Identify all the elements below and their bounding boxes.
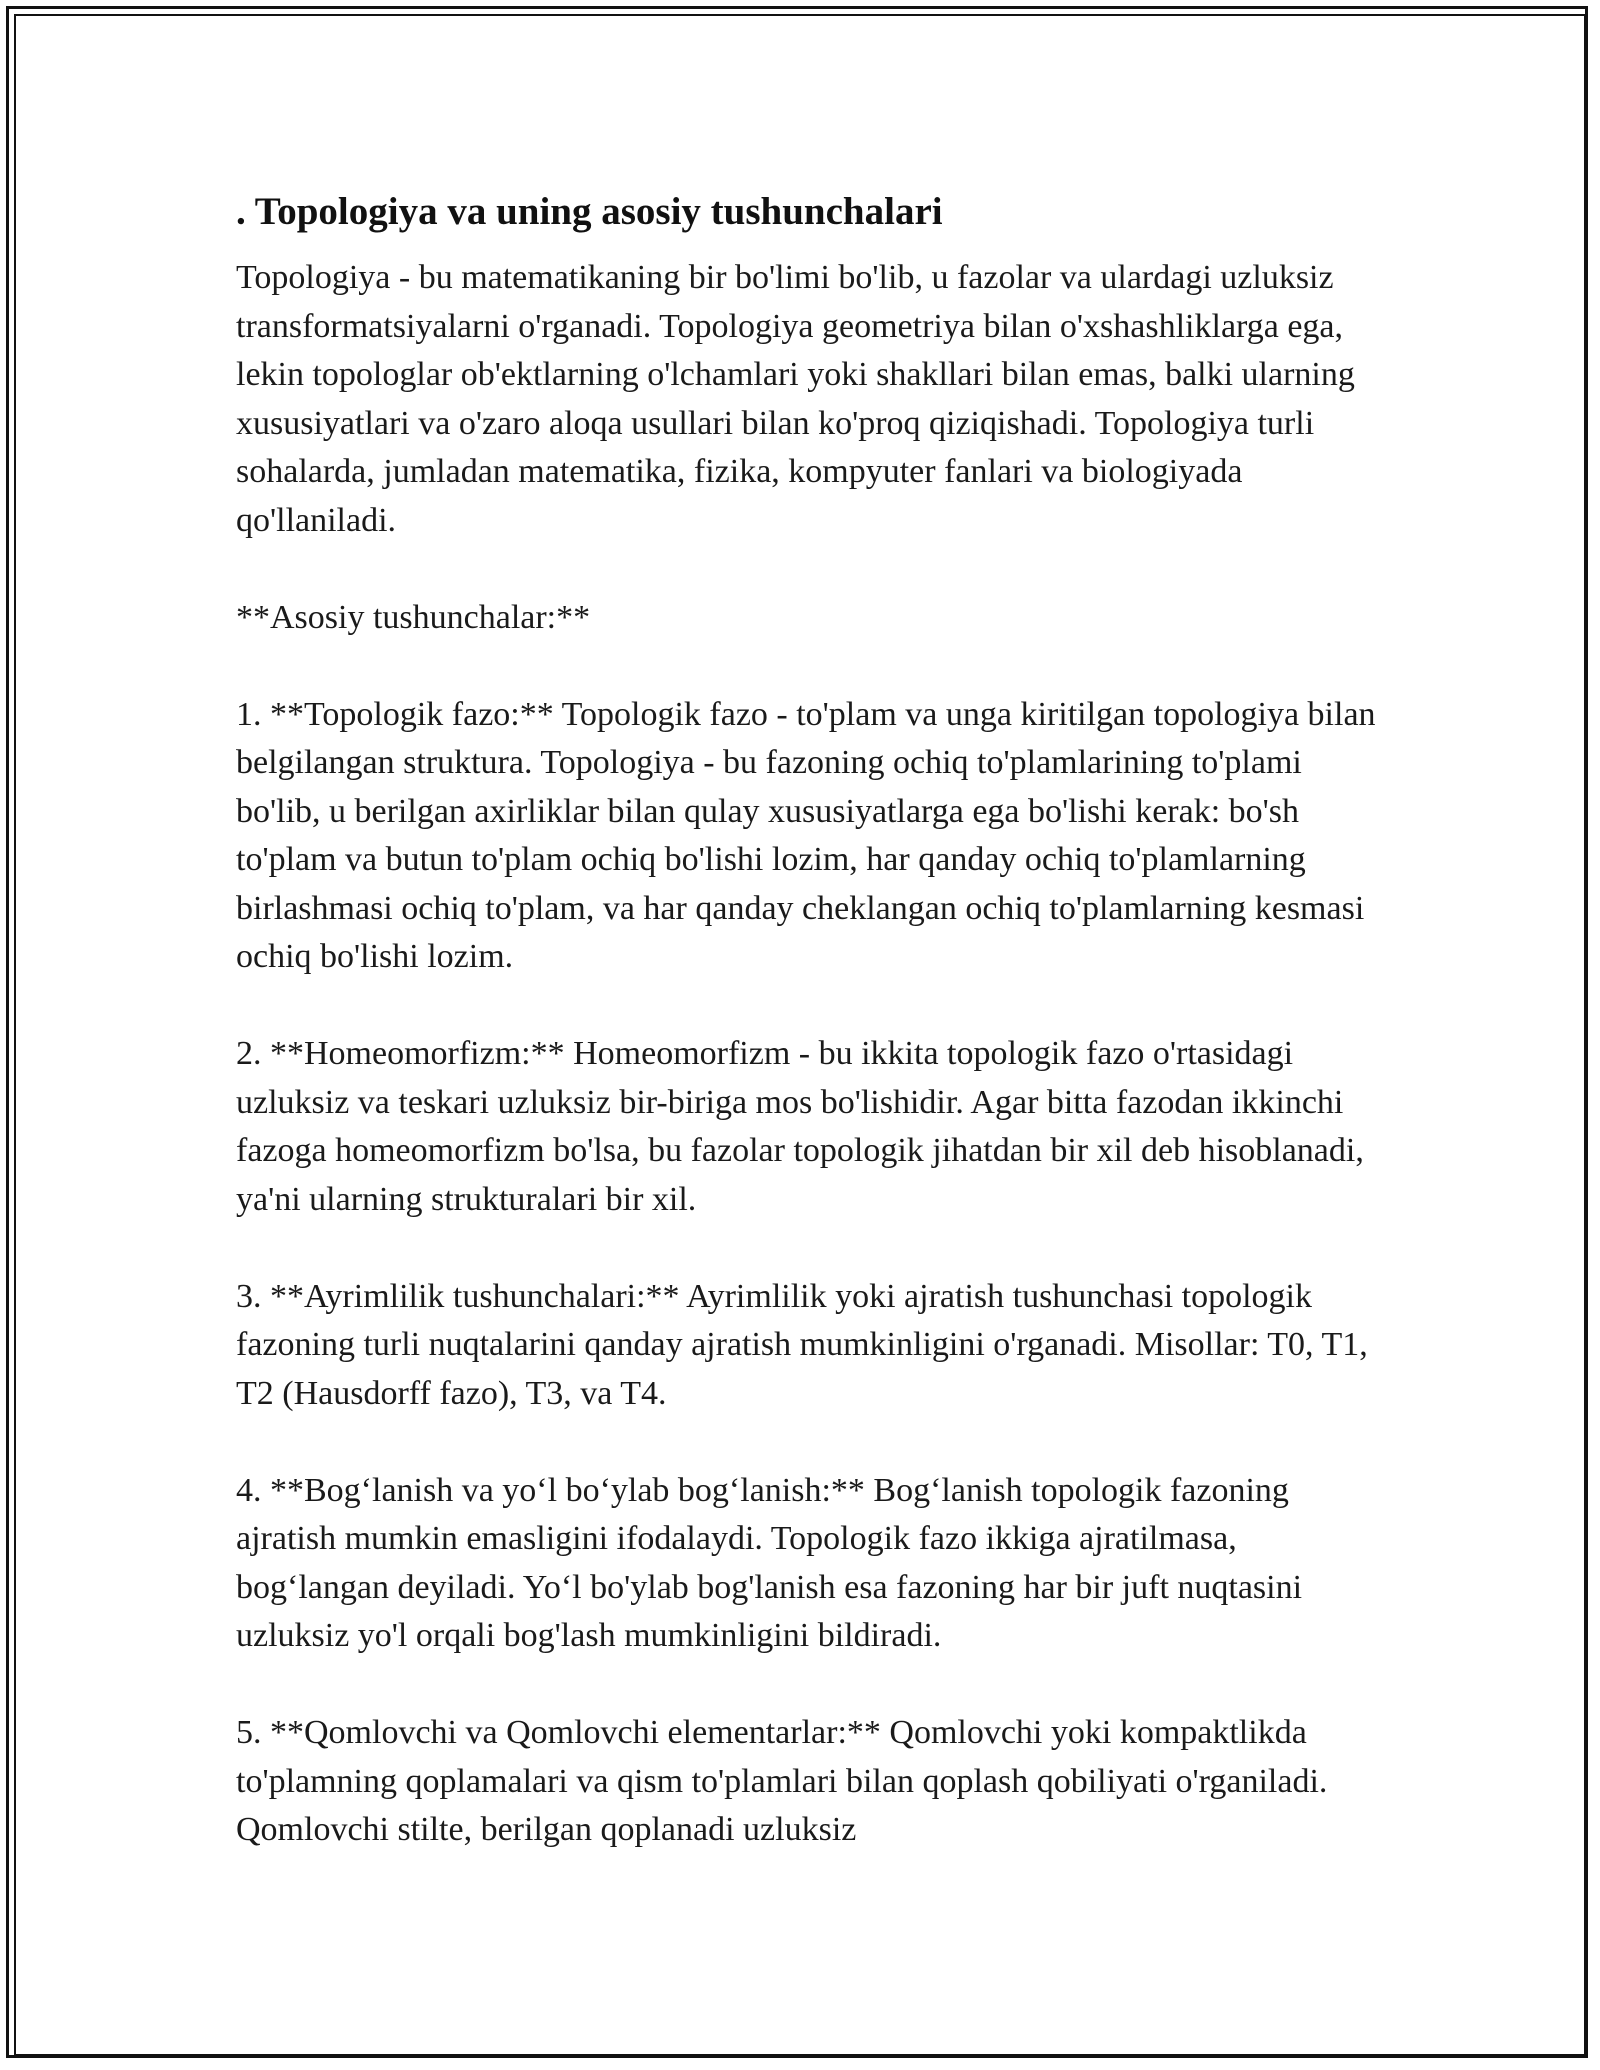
document-title: . Topologiya va uning asosiy tushunchalari <box>236 190 943 233</box>
list-item-homeomorphism: 2. **Homeomorfizm:** Homeomorfizm - bu ikkita topologik fazo o'rtasidagi uzluksiz va teskari uzluksiz bir-biriga mos bo'lishidir. Agar bitta fazodan ikkinchi fazoga homeomorfizm bo'lsa, bu fazolar topologik jihatdan bir xil deb hisoblanadi, ya'ni ularning strukturalari bir xil. <box>236 1035 1364 1218</box>
section-heading-main-concepts: **Asosiy tushunchalar:** <box>236 598 591 636</box>
list-item-topological-space: 1. **Topologik fazo:** Topologik fazo - to'plam va unga kiritilgan topologiya bilan belgilangan struktura. Topologiya - bu fazoning ochiq to'plamlarining to'plami bo'lib, u berilgan axirliklar bilan qulay xususiyatlarga ega bo'lishi kerak: bo'sh to'plam va butun to'plam ochiq bo'lishi lozim, har qanday ochiq to'plamlarning birlashmasi ochiq to'plam, va har qanday cheklangan ochiq to'plamlarning kesmasi ochiq bo'lishi lozim. <box>236 695 1376 975</box>
list-item-compactness: 5. **Qomlovchi va Qomlovchi elementarlar:** Qomlovchi yoki kompaktlikda to'plamning qoplamalari va qism to'plamlari bilan qoplash qobiliyati o'rganiladi. Qomlovchi stilte, berilgan qoplanadi uzluksiz <box>236 1714 1328 1848</box>
list-item-separation-axioms: 3. **Ayrimlilik tushunchalari:** Ayrimlilik yoki ajratish tushunchasi topologik fazoning turli nuqtalarini qanday ajratish mumkinligini o'rganadi. Misollar: T0, T1, T2 (Hausdorff fazo), T3, va T4. <box>236 1277 1368 1412</box>
document-body <box>236 188 1376 1855</box>
list-item-connectedness: 4. **Bog‘lanish va yo‘l bo‘ylab bog‘lanish:** Bog‘lanish topologik fazoning ajratish mumkin emasligini ifodalaydi. Topologik fazo ikkiga ajratilmasa, bog‘langan deyiladi. Yo‘l bo'ylab bog'lanish esa fazoning har bir juft nuqtasini uzluksiz yo'l orqali bog'lash mumkinligini bildiradi. <box>236 1471 1303 1654</box>
intro-paragraph: Topologiya - bu matematikaning bir bo'limi bo'lib, u fazolar va ulardagi uzluksiz transformatsiyalarni o'rganadi. Topologiya geometriya bilan o'xshashliklarga ega, lekin topologlar ob'ektlarning o'lchamlari yoki shakllari bilan emas, balki ularning xususiyatlari va o'zaro aloqa usullari bilan ko'proq qiziqishadi. Topologiya turli sohalarda, jumladan matematika, fizika, kompyuter fanlari va biologiyada qo'llaniladi. <box>236 259 1355 539</box>
